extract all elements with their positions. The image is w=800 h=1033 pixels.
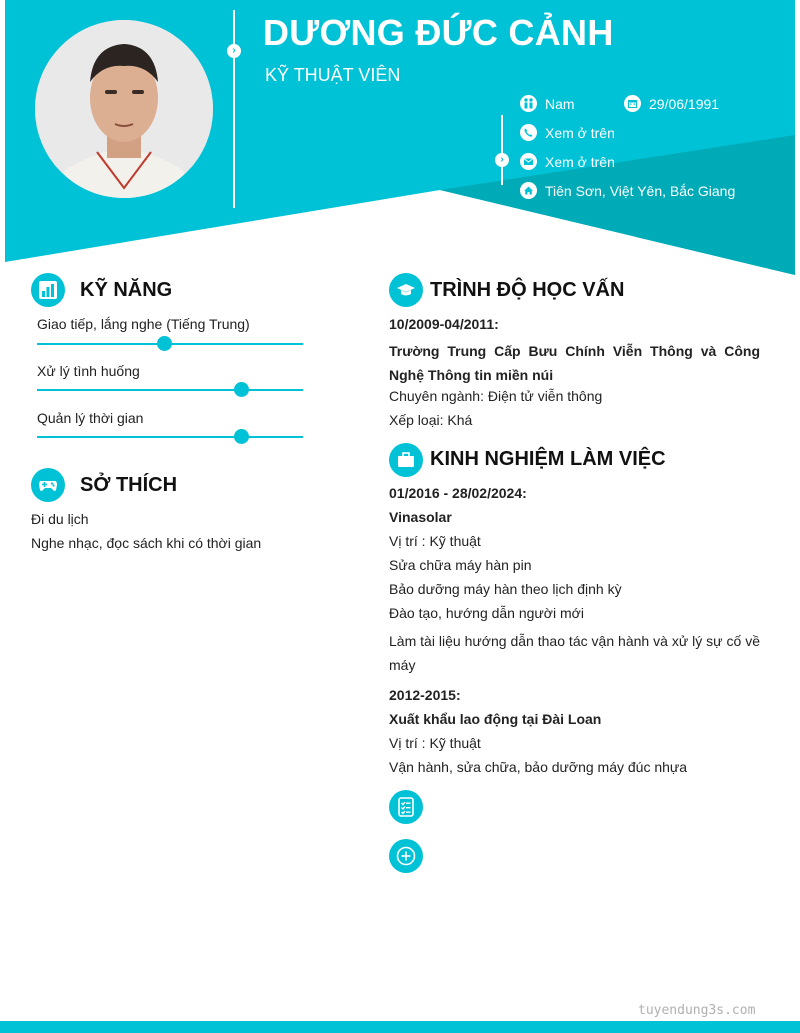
chevron-right-icon: › — [495, 153, 509, 167]
job-period: 2012-2015: — [389, 687, 461, 703]
education-school: Trường Trung Cấp Bưu Chính Viễn Thông và Công Nghệ Thông tin miền núi — [389, 343, 760, 383]
graduation-cap-icon — [389, 273, 423, 307]
job-detail: Làm tài liệu hướng dẫn thao tác vận hành và xử lý sự cố về máy — [389, 633, 760, 673]
job-detail: Đào tạo, hướng dẫn người mới — [389, 605, 584, 621]
gamepad-icon — [31, 468, 65, 502]
gender-icon — [520, 95, 537, 112]
skill-bar-track — [37, 389, 303, 391]
job-company: Xuất khẩu lao động tại Đài Loan — [389, 711, 602, 727]
skill-bar-knob[interactable] — [234, 382, 249, 397]
chevron-right-icon: › — [227, 44, 241, 58]
home-icon — [520, 182, 537, 199]
contact-divider-line — [501, 115, 503, 185]
education-period: 10/2009-04/2011: — [389, 316, 499, 332]
add-section-icon[interactable] — [389, 839, 423, 873]
skill-label: Xử lý tình huống — [37, 363, 140, 379]
education-title: TRÌNH ĐỘ HỌC VẤN — [430, 279, 625, 301]
skills-title: KỸ NĂNG — [80, 279, 173, 301]
skill-bar-knob[interactable] — [234, 429, 249, 444]
phone-icon — [520, 124, 537, 141]
skill-label: Quản lý thời gian — [37, 410, 144, 426]
email-text: Xem ở trên — [545, 153, 615, 170]
gender-info — [520, 95, 575, 112]
skill-label: Giao tiếp, lắng nghe (Tiếng Trung) — [37, 316, 250, 332]
person-name: DƯƠNG ĐỨC CẢNH — [263, 12, 614, 53]
header-divider-line — [233, 10, 235, 208]
gender-text: Nam — [545, 95, 575, 112]
watermark-text: tuyendung3s.com — [638, 1003, 756, 1018]
experience-title: KINH NGHIỆM LÀM VIỆC — [430, 448, 666, 470]
job-title: KỸ THUẬT VIÊN — [265, 65, 401, 85]
calendar-icon — [624, 95, 641, 112]
hobbies-title: SỞ THÍCH — [80, 474, 178, 496]
chart-icon — [31, 273, 65, 307]
email-info — [520, 153, 615, 170]
education-major: Chuyên ngành: Điện tử viễn thông — [389, 388, 603, 404]
address-info — [520, 182, 735, 199]
footer-bar — [0, 1021, 800, 1033]
job-detail: Bảo dưỡng máy hàn theo lịch định kỳ — [389, 581, 622, 597]
phone-text: Xem ở trên — [545, 124, 615, 141]
education-grade: Xếp loại: Khá — [389, 412, 473, 428]
address-text: Tiên Sơn, Việt Yên, Bắc Giang — [545, 182, 736, 199]
job-company: Vinasolar — [389, 509, 452, 525]
job-detail: Vận hành, sửa chữa, bảo dưỡng máy đúc nhựa — [389, 759, 688, 775]
job-detail: Vị trí : Kỹ thuật — [389, 533, 481, 549]
job-detail: Sửa chữa máy hàn pin — [389, 557, 532, 573]
briefcase-icon — [389, 443, 423, 477]
hobby-item: Đi du lịch — [31, 511, 89, 527]
checklist-icon[interactable] — [389, 790, 423, 824]
email-icon — [520, 153, 537, 170]
avatar — [35, 20, 213, 198]
job-period: 01/2016 - 28/02/2024: — [389, 485, 527, 501]
phone-info — [520, 124, 615, 141]
skill-bar-track — [37, 436, 303, 438]
job-detail: Vị trí : Kỹ thuật — [389, 735, 481, 751]
dob-text: 29/06/1991 — [649, 95, 720, 112]
hobby-item: Nghe nhạc, đọc sách khi có thời gian — [31, 535, 262, 551]
skill-bar-knob[interactable] — [157, 336, 172, 351]
dob-info — [624, 95, 719, 112]
